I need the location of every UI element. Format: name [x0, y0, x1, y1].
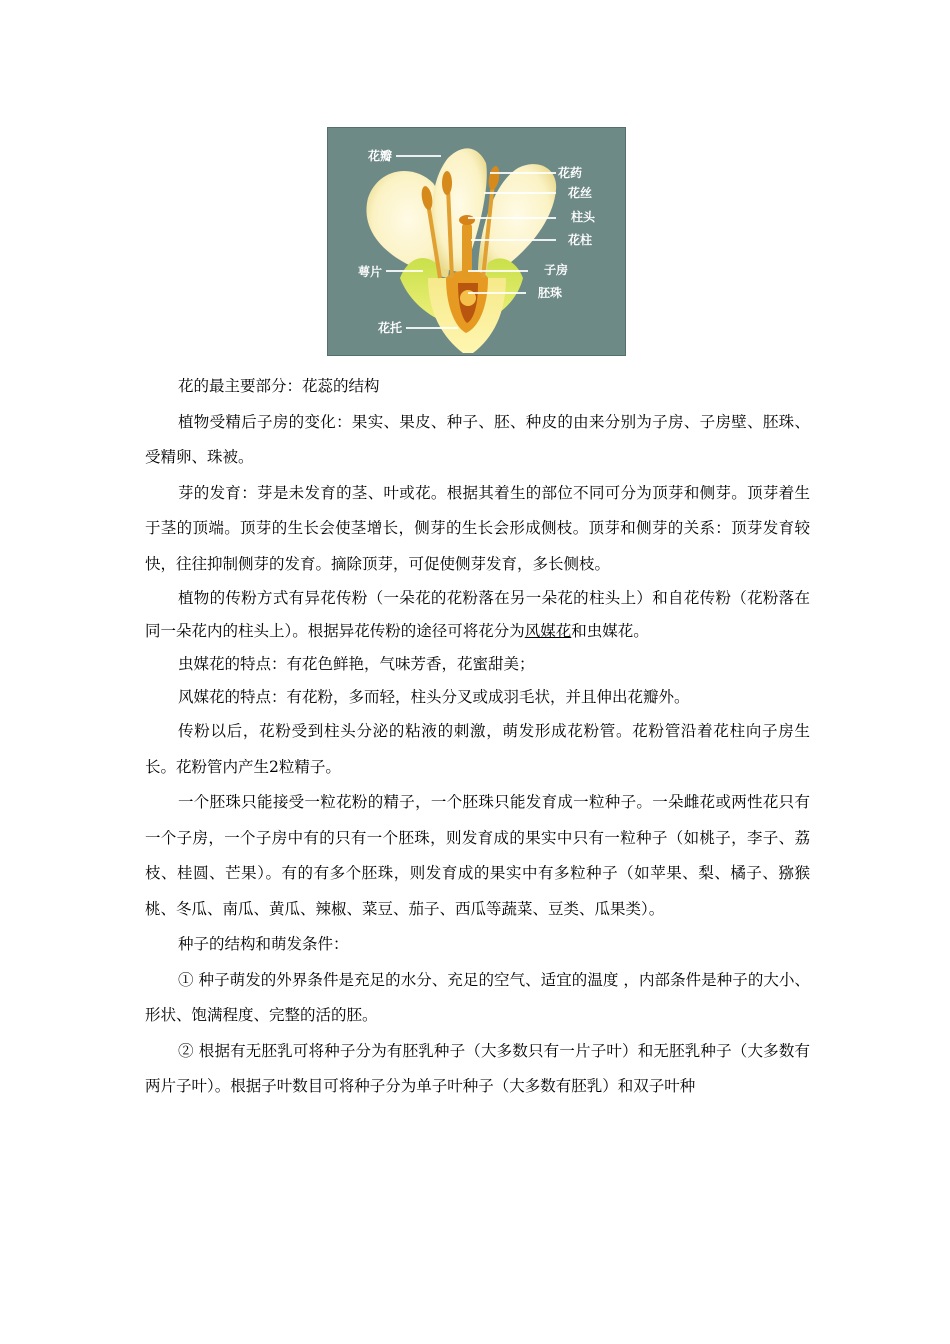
pollination-text-a: 植物的传粉方式有异花传粉（一朵花的花粉落在另一朵花的柱头上）和自花传粉（花粉落在同一朵花内的柱头上）。根据异花传粉的途径可将花分为: [145, 589, 810, 640]
anther-mid-shape: [442, 171, 452, 195]
label-style: 花柱: [568, 233, 593, 247]
paragraph-ovary-changes: 植物受精后子房的变化：果实、果皮、种子、胚、种皮的由来分别为子房、子房壁、胚珠、受精卵、珠被。: [145, 412, 810, 466]
paragraph-pollination: [145, 582, 810, 648]
label-anther: 花药: [558, 166, 583, 180]
pollination-text-b: 和虫媒花。: [571, 622, 649, 640]
wind-pollinated-term: 风媒花: [524, 622, 572, 640]
label-stigma: 柱头: [571, 210, 596, 224]
paragraph-ovule-seed: 一个胚珠只能接受一粒花粉的精子，一个胚珠只能发育成一粒种子。一朵雌花或两性花只有一个子房，一个子房中有的只有一个胚珠，则发育成的果实中只有一粒种子（如桃子，李子、荔枝、桂圆、芒果）。有的有多个胚珠，则发育成的果实中有多粒种子（如苹果、梨、橘子、猕猴桃、冬瓜、南瓜、黄瓜、辣椒、菜豆、茄子、西瓜等蔬菜、豆类、瓜果类）。: [145, 793, 810, 918]
label-ovary: 子房: [544, 263, 569, 277]
stigma-shape: [459, 215, 475, 225]
label-petal: 花瓣: [368, 149, 393, 163]
body-text: [145, 369, 810, 1105]
paragraph-wind-flower: 风媒花的特点：有花粉，多而轻，柱头分叉或成羽毛状，并且伸出花瓣外。: [178, 688, 690, 706]
paragraph-seed-structure: 种子的结构和萌发条件：: [178, 935, 349, 953]
paragraph-insect-flower: 虫媒花的特点：有花色鲜艳，气味芳香，花蜜甜美；: [178, 655, 535, 673]
paragraph-seed-classification: ② 根据有无胚乳可将种子分为有胚乳种子（大多数只有一片子叶）和无胚乳种子（大多数有两片子叶）。根据子叶数目可将种子分为单子叶种子（大多数有胚乳）和双子叶种: [145, 1041, 810, 1095]
paragraph-germination-conditions: ① 种子萌发的外界条件是充足的水分、充足的空气、适宜的温度 ，内部条件是种子的大小、形状、饱满程度、完整的活的胚。: [145, 970, 810, 1024]
petal-back-shape: [432, 148, 487, 273]
paragraph-pollen-tube: 传粉以后，花粉受到柱头分泌的粘液的刺激，萌发形成花粉管。花粉管沿着花柱向子房生长。花粉管内产生2粒精子。: [145, 722, 810, 776]
flower-structure-figure: [327, 127, 626, 356]
label-filament: 花丝: [568, 186, 593, 200]
label-sepal: 萼片: [358, 265, 383, 279]
paragraph-bud-development: 芽的发育：芽是未发育的茎、叶或花。根据其着生的部位不同可分为顶芽和侧芽。顶芽着生于茎的顶端。顶芽的生长会使茎增长，侧芽的生长会形成侧枝。顶芽和侧芽的关系：顶芽发育较快，往往抑制侧芽的发育。摘除顶芽，可促使侧芽发育，多长侧枝。: [145, 483, 810, 573]
label-ovule: 胚珠: [538, 286, 563, 300]
anther-right-shape: [487, 165, 501, 190]
style-shape: [462, 223, 472, 278]
paragraph-stamen-structure: 花的最主要部分：花蕊的结构: [178, 377, 380, 395]
label-receptacle: 花托: [378, 321, 403, 335]
